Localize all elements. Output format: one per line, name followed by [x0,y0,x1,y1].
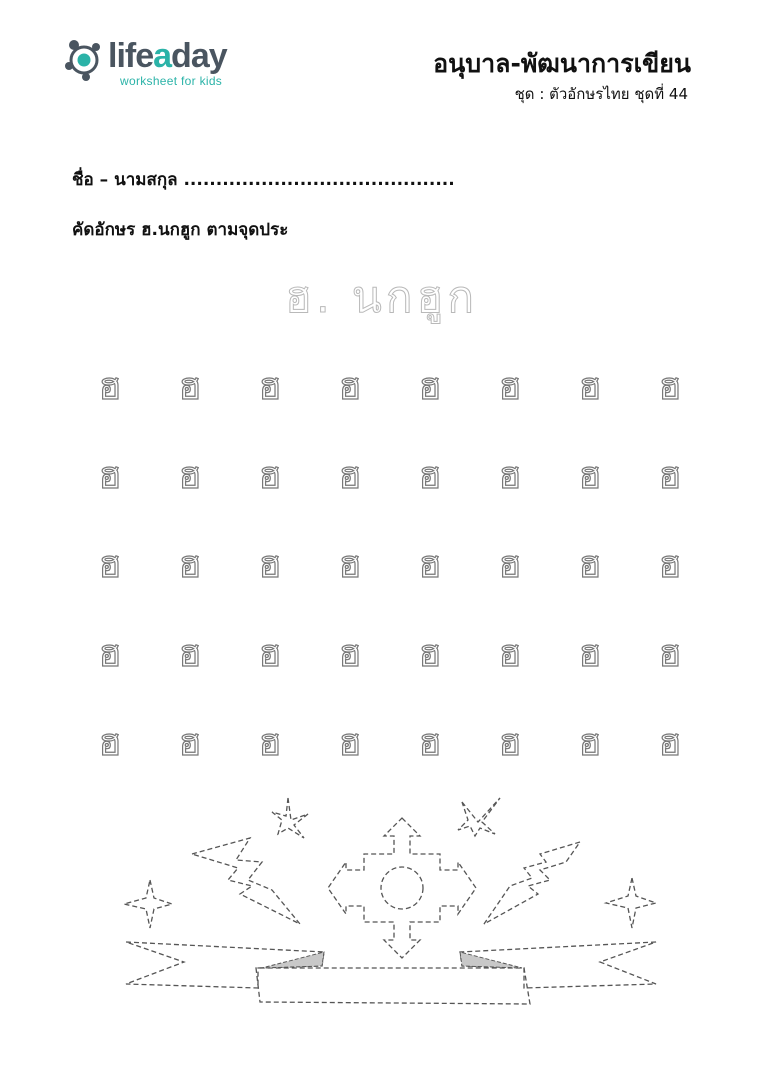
ribbon-banner-icon [256,968,530,1004]
star-icon [606,878,656,928]
trace-letter: ฮ [578,364,602,408]
trace-letter: ฮ [578,453,602,497]
trace-letter: ฮ [418,542,442,586]
lightning-icon [192,838,300,924]
trace-letter: ฮ [338,453,362,497]
trace-row [70,712,710,801]
trace-letter: ฮ [258,364,282,408]
worksheet-title: อนุบาล-พัฒนาการเขียน [433,49,691,78]
star-icon [124,880,172,928]
trace-letter: ฮ [418,364,442,408]
trace-letter: ฮ [338,631,362,675]
trace-row [70,356,710,445]
instruction-text: คัดอักษร ฮ.นกฮูก ตามจุดประ [72,220,289,240]
ribbon-fold-left [262,952,324,968]
ribbon-fold-right [460,952,522,968]
logo-wordmark: lifeaday [108,37,227,75]
trace-letter: ฮ [418,631,442,675]
trace-letter: ฮ [338,364,362,408]
trace-letter: ฮ [178,720,202,764]
tracing-grid [70,356,710,801]
trace-letter: ฮ [658,364,682,408]
trace-letter: ฮ [658,631,682,675]
trace-letter: ฮ [658,453,682,497]
trace-letter: ฮ [178,631,202,675]
trace-letter: ฮ [498,720,522,764]
trace-letter: ฮ [498,453,522,497]
trace-letter: ฮ [258,631,282,675]
trace-letter: ฮ [98,631,122,675]
trace-letter: ฮ [178,453,202,497]
trace-word: ฮ. นกฮูก [284,272,479,323]
trace-letter: ฮ [578,542,602,586]
trace-letter: ฮ [658,720,682,764]
trace-letter: ฮ [98,720,122,764]
lightning-icon [484,842,580,924]
star-icon [272,798,308,838]
lifeaday-logo [62,36,262,92]
trace-letter: ฮ [258,542,282,586]
trace-letter: ฮ [498,542,522,586]
trace-row [70,534,710,623]
trace-letter: ฮ [418,453,442,497]
trace-letter: ฮ [498,631,522,675]
dashed-decoration [110,790,670,1020]
trace-letter: ฮ [338,720,362,764]
trace-letter: ฮ [658,542,682,586]
trace-letter: ฮ [578,720,602,764]
arrow-cross-icon [328,818,476,958]
trace-letter: ฮ [178,542,202,586]
circle-icon [381,867,423,909]
trace-letter: ฮ [418,720,442,764]
trace-letter: ฮ [338,542,362,586]
star-icon [458,798,500,836]
logo-molecule-icon [62,36,108,82]
trace-letter: ฮ [578,631,602,675]
trace-letter: ฮ [498,364,522,408]
trace-letter: ฮ [258,453,282,497]
trace-letter: ฮ [178,364,202,408]
trace-row [70,445,710,534]
name-field-line: ชื่อ – นามสกุล .......................................... [72,170,455,190]
trace-letter: ฮ [258,720,282,764]
worksheet-subtitle: ชุด : ตัวอักษรไทย ชุดที่ 44 [514,85,688,103]
trace-letter: ฮ [98,453,122,497]
trace-row [70,623,710,712]
trace-letter: ฮ [98,542,122,586]
logo-tagline: worksheet for kids [120,74,223,88]
trace-letter: ฮ [98,364,122,408]
